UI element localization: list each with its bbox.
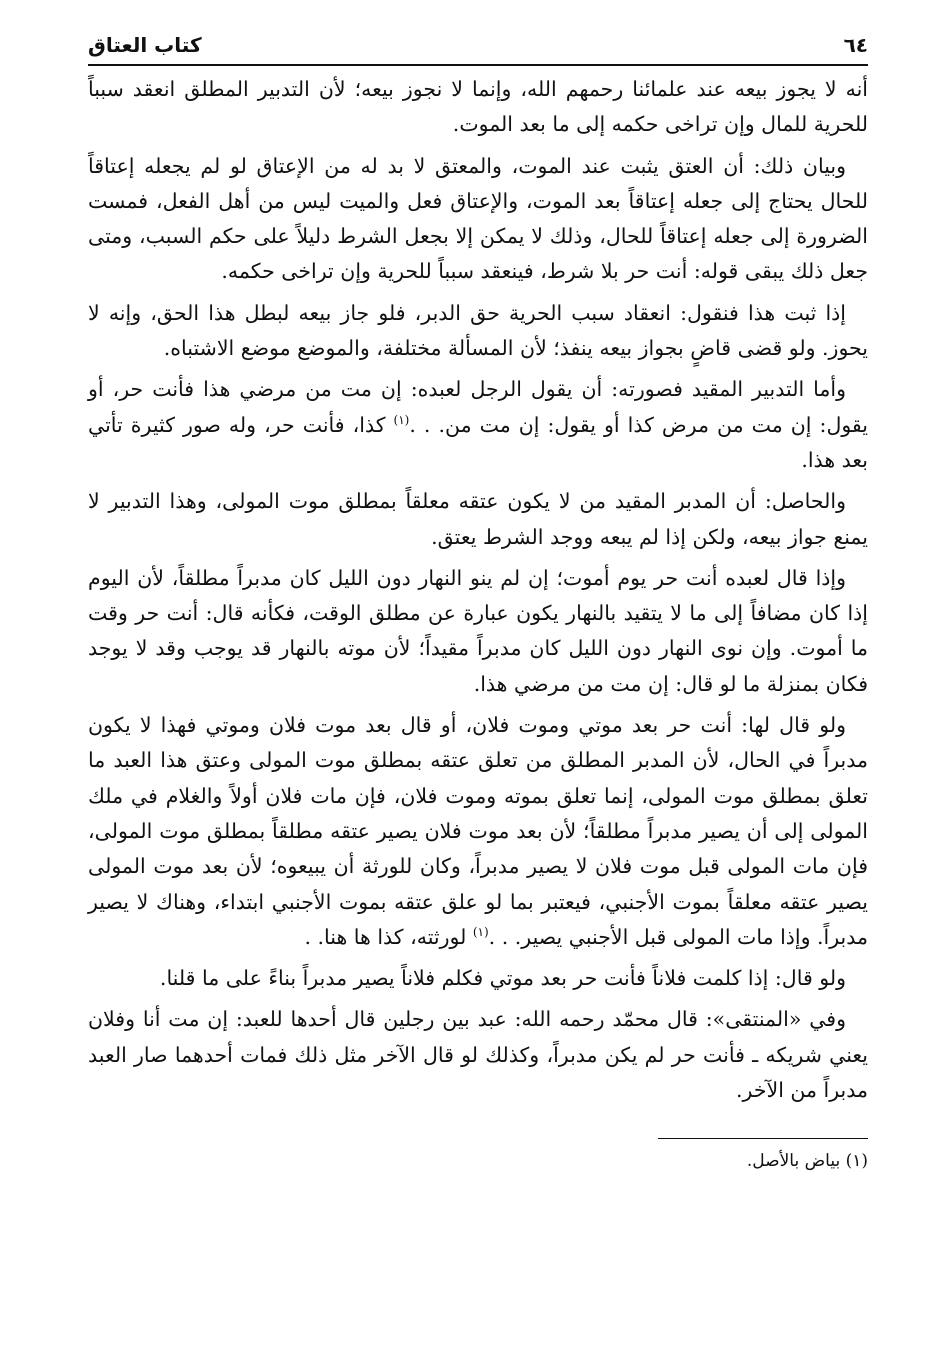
paragraph bbox=[88, 372, 868, 478]
paragraph: وفي «المنتقى»: قال محمّد رحمه الله: عبد بين رجلين قال أحدها للعبد: إن مت أنا وفلان يعني شريكه ـ فأنت حر لم يكن مدبراً، وكذلك لو قال الآخر مثل ذلك فمات أحدهما صار العبد مدبراً من الآخر. bbox=[88, 1007, 868, 1103]
paragraph: إذا ثبت هذا فنقول: انعقاد سبب الحرية حق الدبر، فلو جاز بيعه لبطل هذا الحق، وإنه لا يحوز. ولو قضى قاضٍ بجواز بيعه ينفذ؛ لأن المسألة مختلفة، والموضع موضع الاشتباه. bbox=[88, 300, 868, 361]
page-header bbox=[88, 28, 868, 62]
paragraph: أنه لا يجوز بيعه عند علمائنا رحمهم الله، وإنما لا نجوز بيعه؛ لأن التدبير المطلق انعقد سبباً للحرية للمال وإن تراخى حكمه إلى ما بعد الموت. bbox=[88, 77, 868, 137]
footnote-reference: (١) bbox=[393, 412, 410, 427]
footnote: (١) بياض بالأصل. bbox=[746, 1151, 868, 1172]
paragraph bbox=[88, 708, 868, 955]
page bbox=[88, 28, 868, 1175]
paragraph-text: ولو قال لها: أنت حر بعد موتي وموت فلان، أو قال بعد موت فلان وموتي فهذا لا يكون مدبراً في الحال، لأن المدبر المطلق من تعلق عتقه بمطلق موت المولى وعتق هذا العبد ما تعلق بمطلق موت المولى، إنما تعلق بموته وموت فلان، فإن مات فلان أولاً والغلام في ملك المولى إلى أن يصير مدبراً مطلقاً؛ لأن بعد موت فلان يصير عتقه مطلقاً بمطلق موت المولى، فإن مات المولى قبل موت فلان لا يصير مدبراً، وكان للورثة أن يبيعوه؛ لأن بعد موت المولى يصير عتقه معلقاً بموت الأجنبي، فيعتبر بما لو علق عتقه بموت الأجنبي ابتداء، وهناك لا يصير مدبراً. وإذا مات المولى قبل الأجنبي يصير. . . bbox=[88, 713, 868, 949]
paragraph: وبيان ذلك: أن العتق يثبت عند الموت، والمعتق لا بد له من الإعتاق لو لم يجعله إعتاقاً للحال يحتاج إلى جعله إعتاقاً بعد الموت، والإعتاق فعل والميت ليس من أهل الفعل، فمست الضرورة إلى جعله إعتاقاً للحال، وذلك لا يمكن إلا بجعل الشرط دليلاً على حكم السبب، ومتى جعل ذلك يبقى قوله: أنت حر بلا شرط، فينعقد سبباً للحرية وإن تراخى حكمه. bbox=[88, 153, 868, 284]
paragraph-text: وأما التدبير المقيد فصورته: أن يقول الرجل لعبده: إن مت من مرضي هذا فأنت حر، أو يقول: إن مت من مرض كذا أو يقول: إن مت من. . . bbox=[88, 377, 869, 437]
footnote-reference: (١) bbox=[472, 925, 489, 939]
paragraph-text: كذا، فأنت حر، وله صور كثيرة تأتي بعد هذا. bbox=[88, 412, 868, 472]
footnote-rule bbox=[658, 1138, 868, 1139]
paragraph-text: لورثته، كذا ها هنا. . bbox=[304, 924, 473, 949]
body-text bbox=[88, 72, 868, 1108]
book-title: كتاب العتاق bbox=[88, 33, 202, 57]
paragraph: ولو قال: إذا كلمت فلاناً فأنت حر بعد موتي فكلم فلاناً يصير مدبراً بناءً على ما قلنا. bbox=[159, 966, 846, 991]
page-number: ٦٤ bbox=[843, 33, 868, 57]
header-rule bbox=[88, 64, 868, 66]
paragraph: والحاصل: أن المدبر المقيد من لا يكون عتقه معلقاً بمطلق موت المولى، وهذا التدبير لا يمنع جواز بيعه، ولكن إذا لم يبعه ووجد الشرط يعتق. bbox=[88, 489, 868, 549]
paragraph: وإذا قال لعبده أنت حر يوم أموت؛ إن لم ينو النهار دون الليل كان مدبراً مطلقاً، لأن اليوم إذا كان مضافاً إلى ما لا يتقيد بالنهار يكون عبارة عن مطلق الوقت، فكأنه قال: أنت حر وقت ما أموت. وإن نوى النهار دون الليل كان مدبراً مقيداً؛ لأن موته بالنهار قد يوجب وقد لا يوجد فكان بمنزلة ما لو قال: إن مت من مرضي هذا. bbox=[88, 565, 868, 696]
